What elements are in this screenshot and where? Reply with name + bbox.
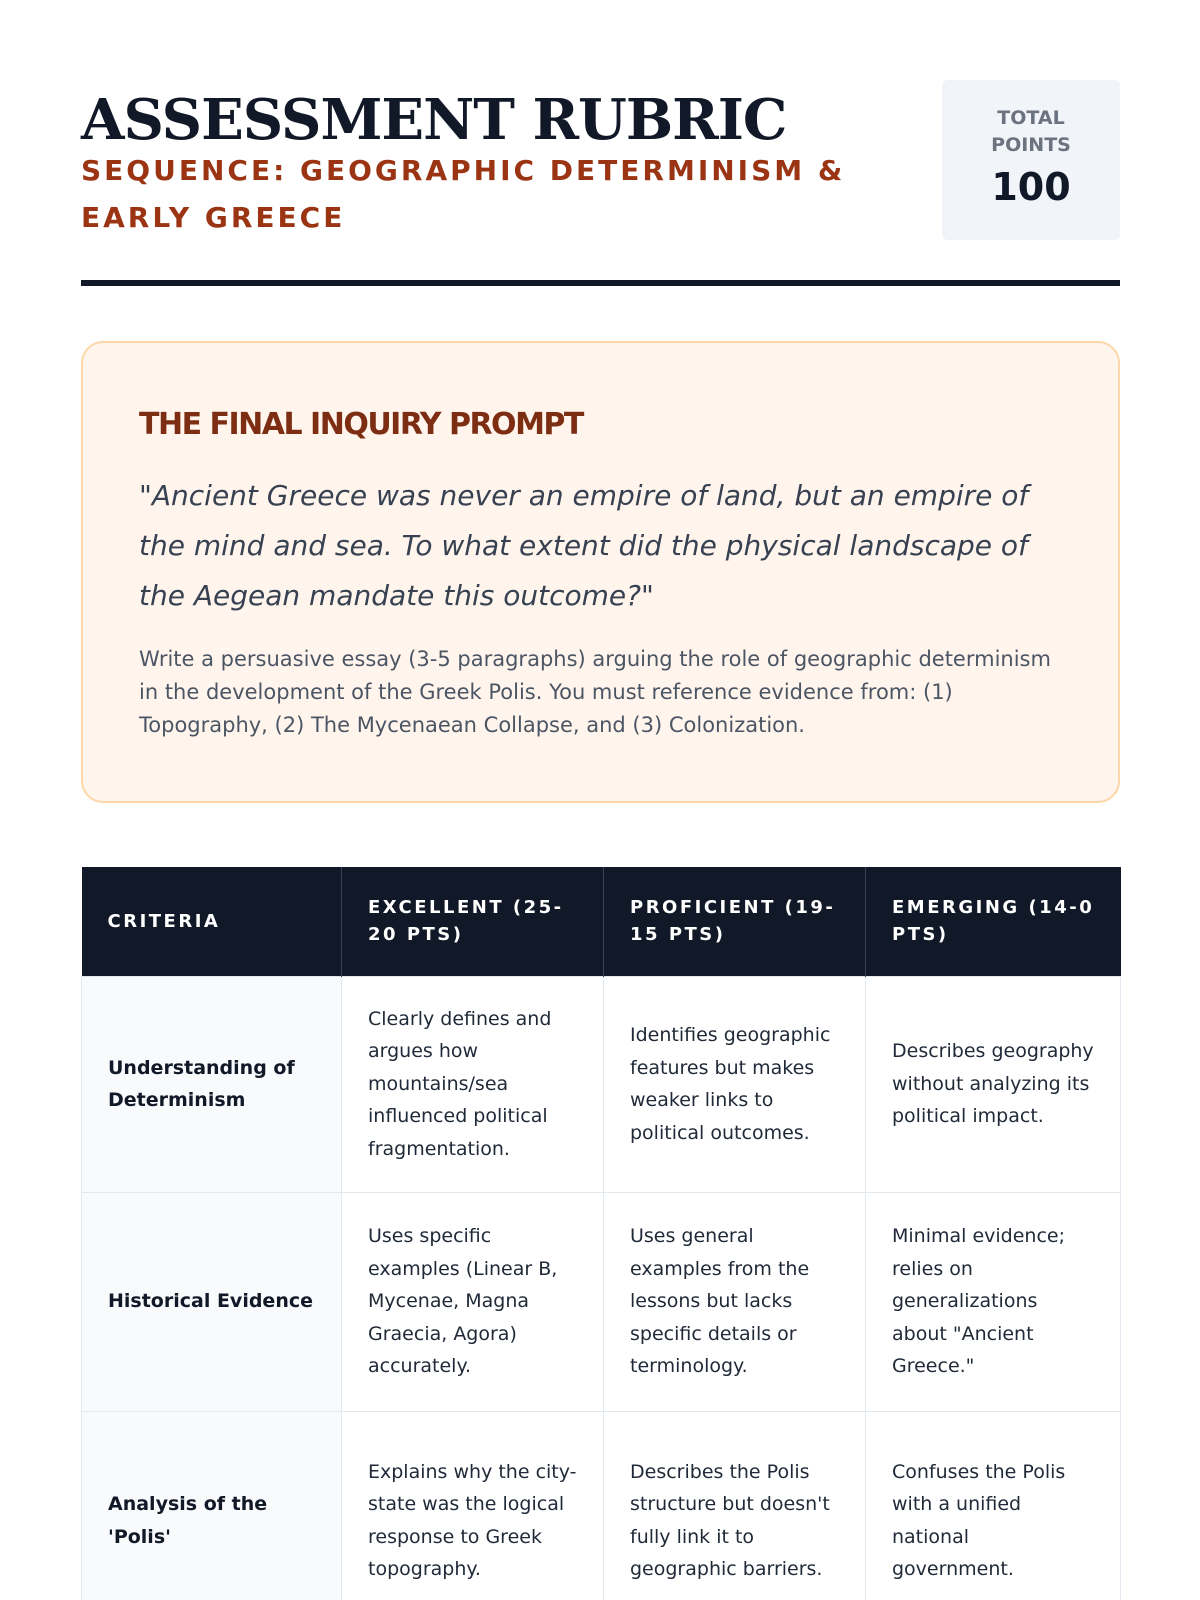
proficient-cell: Identifies geographic features but makes weaker links to political outcomes. (604, 976, 866, 1192)
column-header-criteria: CRITERIA (82, 867, 342, 976)
emerging-cell: Minimal evidence; relies on generalizations about "Ancient Greece." (866, 1192, 1121, 1411)
prompt-quote: "Ancient Greece was never an empire of land, but an empire of the mind and sea. To what extent did the physical landscape of the Aegean mandate this outcome?" (139, 479, 1029, 612)
table-header-row (82, 867, 1121, 976)
sequence-subtitle: SEQUENCE: GEOGRAPHIC DETERMINISM & EARLY GREECE (81, 154, 846, 234)
header-divider (81, 280, 1120, 286)
column-header-proficient: PROFICIENT (19-15 PTS) (604, 867, 866, 976)
total-points-value: 100 (991, 165, 1071, 209)
table-row (82, 976, 1121, 1192)
excellent-cell: Uses specific examples (Linear B, Mycenae, Magna Graecia, Agora) accurately. (342, 1192, 604, 1411)
header (81, 0, 1120, 286)
rubric-table (81, 867, 1121, 1600)
criteria-cell: Analysis of the 'Polis' (82, 1411, 342, 1600)
page-title: ASSESSMENT RUBRIC (81, 87, 787, 153)
excellent-cell: Clearly defines and argues how mountains/sea influenced political fragmentation. (342, 976, 604, 1192)
emerging-cell: Confuses the Polis with a unified national government. (866, 1411, 1121, 1600)
excellent-cell: Explains why the city-state was the logical response to Greek topography. (342, 1411, 604, 1600)
table-row (82, 1411, 1121, 1600)
proficient-cell: Uses general examples from the lessons but lacks specific details or terminology. (604, 1192, 866, 1411)
table-row (82, 1192, 1121, 1411)
emerging-cell: Describes geography without analyzing its political impact. (866, 976, 1121, 1192)
total-points-label: TOTAL POINTS (991, 107, 1071, 156)
rubric-document (81, 0, 1120, 1580)
criteria-cell: Understanding of Determinism (82, 976, 342, 1192)
total-points-box (942, 80, 1120, 240)
column-header-excellent: EXCELLENT (25-20 PTS) (342, 867, 604, 976)
prompt-heading: THE FINAL INQUIRY PROMPT (139, 407, 583, 442)
criteria-cell: Historical Evidence (82, 1192, 342, 1411)
column-header-emerging: EMERGING (14-0 PTS) (866, 867, 1121, 976)
inquiry-prompt-card (81, 341, 1120, 803)
proficient-cell: Describes the Polis structure but doesn't fully link it to geographic barriers. (604, 1411, 866, 1600)
prompt-instructions: Write a persuasive essay (3-5 paragraphs) arguing the role of geographic determinism in the development of the Greek Polis. You must reference evidence from: (1) Topography, (2) The Mycenaean Collapse, and (3) Colonization. (139, 647, 1051, 737)
